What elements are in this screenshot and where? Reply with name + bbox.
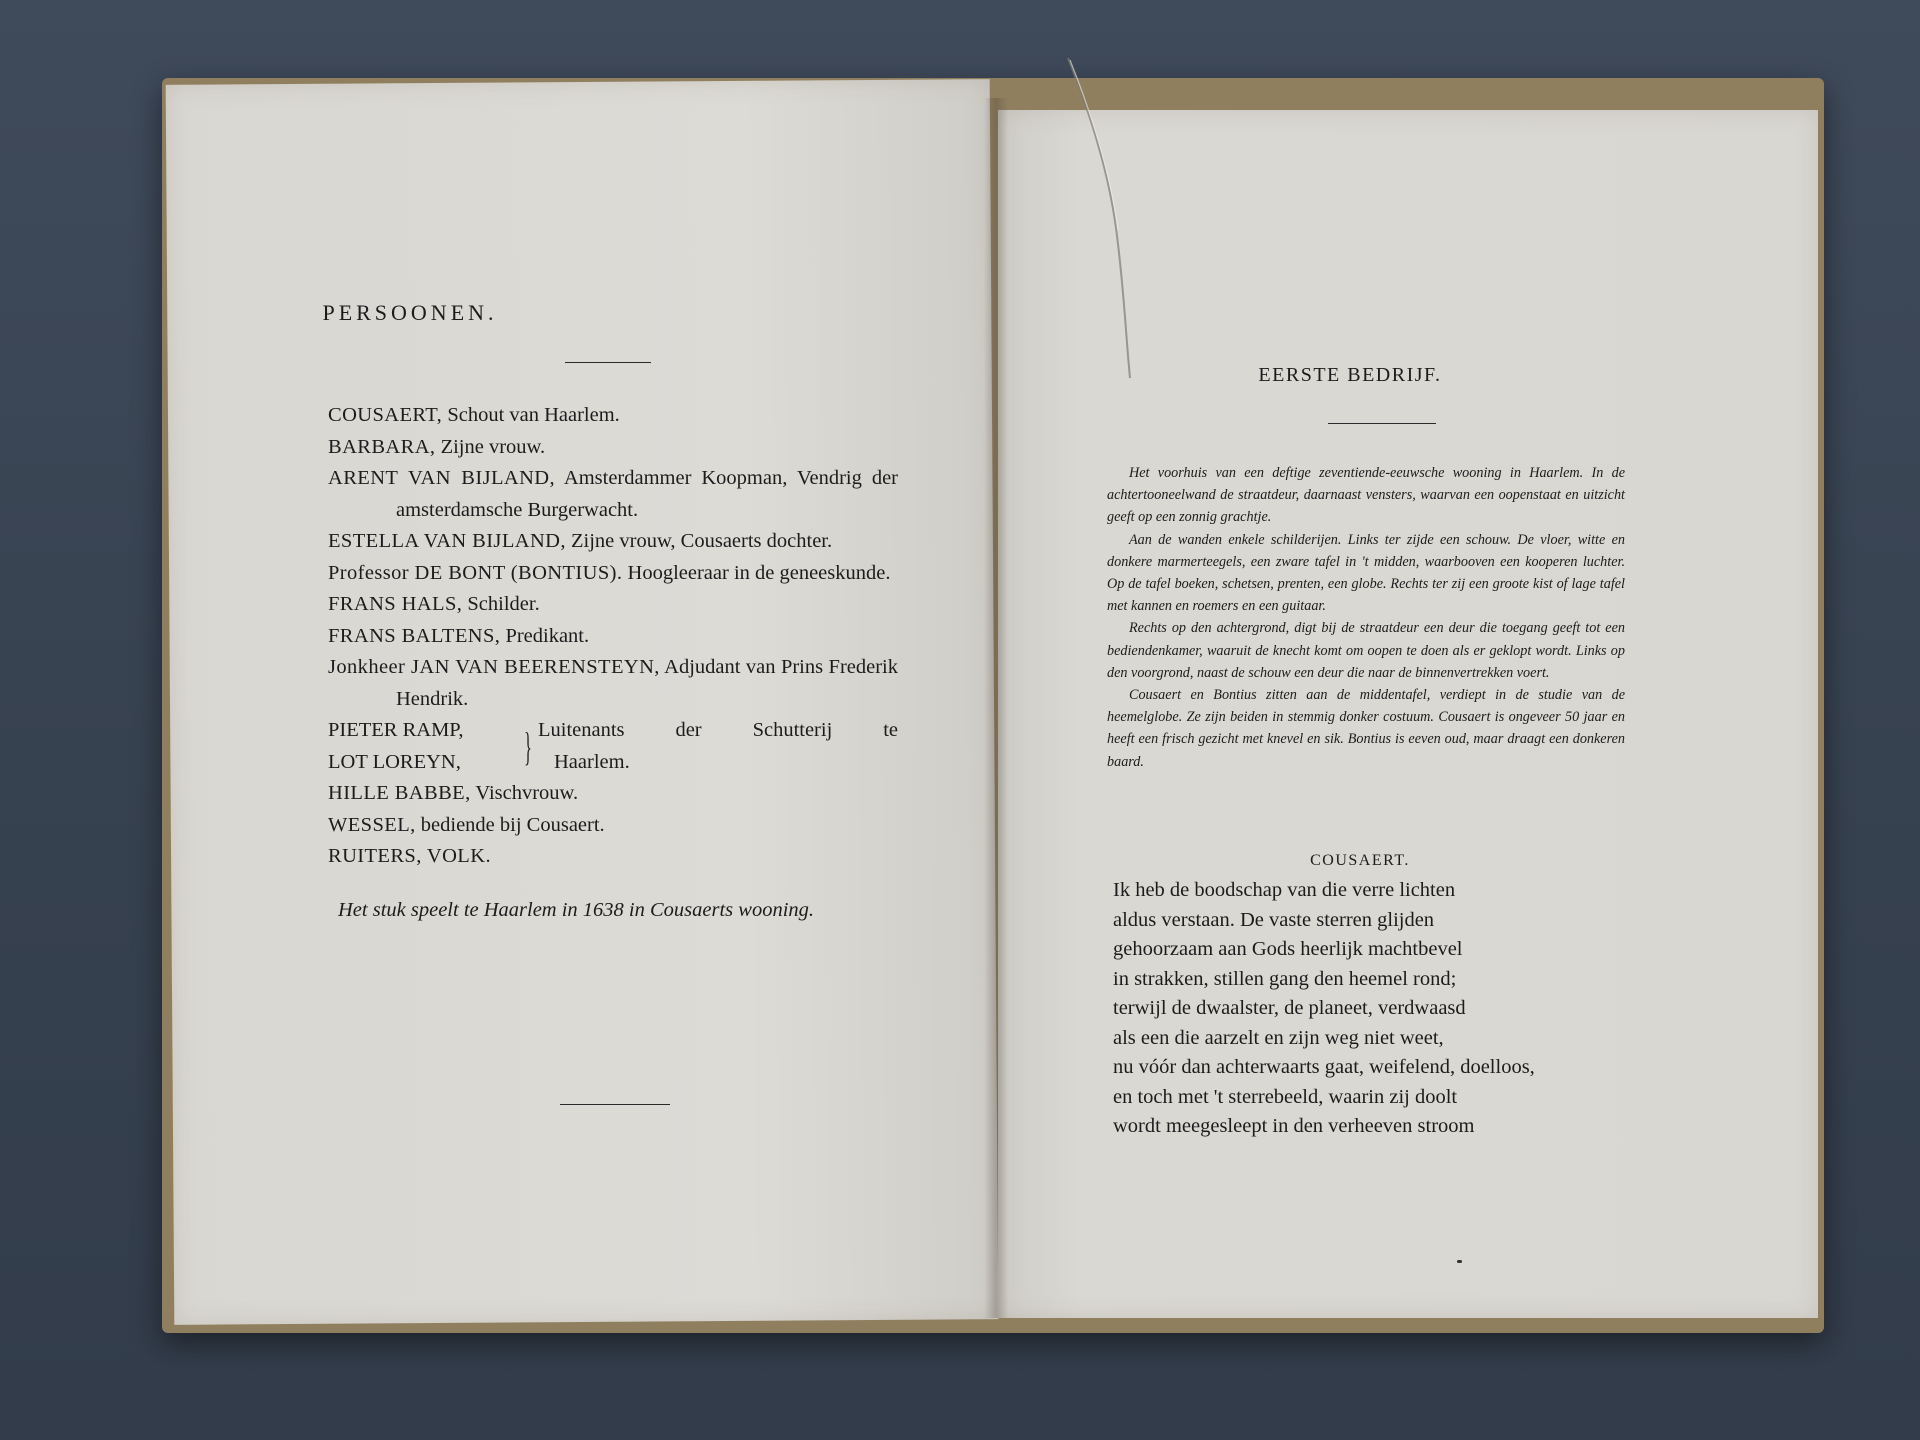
paper-crease (938, 48, 1138, 388)
cast-name: ESTELLA VAN BIJLAND, (328, 530, 566, 552)
verse-line: gehoorzaam aan Gods heerlijk machtbevel (1113, 938, 1463, 960)
cast-desc: Haarlem. (554, 750, 630, 773)
cast-desc: Predikant. (505, 624, 590, 647)
stage-directions (1107, 462, 1625, 773)
cast-entry (328, 810, 898, 842)
verse-line: als een die aarzelt en zijn weg niet weet, (1113, 1026, 1444, 1049)
cast-entry (328, 463, 898, 526)
cast-desc: Zijne vrouw, Cousaerts dochter. (571, 530, 833, 552)
cast-entry (328, 400, 898, 432)
cast-entry (328, 589, 898, 621)
cast-group-desc (538, 715, 898, 778)
cast-desc: Schout van Haarlem. (447, 404, 620, 426)
cast-entry (328, 778, 898, 810)
cast-name: FRANS HALS, (328, 593, 463, 615)
cast-desc: Adjudant van Prins Frederik Hendrik. (396, 656, 898, 710)
stage-paragraph: Rechts op den achtergrond, digt bij de straatdeur een deur die toegang geeft tot een bediendenkamer, waaruit de knecht komt om oopen te doen als er geklopt wordt. Links op den voorgrond, naast de schouw een deur die naar de binnenvertrekken voert. (1107, 620, 1625, 681)
cast-desc: Zijne vrouw. (440, 435, 546, 458)
act-title: EERSTE BEDRIJF. (1258, 364, 1442, 386)
cast-entry (328, 621, 898, 653)
cast-entry (328, 841, 898, 873)
verse-line: Ik heb de boodschap van die verre lichten (1113, 879, 1456, 901)
cast-name: BARBARA, (328, 435, 436, 458)
cast-name: COUSAERT, (328, 404, 443, 426)
cast-desc: Vischvrouw. (475, 782, 579, 804)
cast-name: LOT LOREYN, (328, 750, 461, 773)
stage-paragraph: Het voorhuis van een deftige zeventiende-eeuwsche wooning in Haarlem. In de achtertooneelwand de straatdeur, daarnaast vensters, waarvan een oopenstaat en uitzicht geeft op een zonnig grachtje. (1107, 465, 1625, 526)
act-title-rule (1328, 423, 1436, 424)
cast-desc: Luitenants der Schutterij te (538, 719, 898, 741)
cast-entry (328, 652, 898, 715)
stage-paragraph: Aan de wanden enkele schilderijen. Links ter zijde een schouw. De vloer, witte en donkere marmerteegels, een zware tafel in 't midden, waarbooven een kooperen luchter. Op de tafel boeken, schetsen, prenten, een globe. Rechts ter zij een groote kist of lage tafel met kannen en roemers en een guitaar. (1107, 531, 1625, 615)
persons-heading-rule (565, 362, 651, 363)
brace-glyph: } (524, 723, 532, 769)
cast-entry (328, 432, 898, 464)
cast-name: Professor DE BONT (BONTIUS). (328, 561, 623, 584)
cast-name: RUITERS, VOLK. (328, 845, 491, 867)
left-page-end-rule (560, 1104, 670, 1105)
speaker-name: COUSAERT. (1310, 852, 1410, 869)
cast-entry (328, 558, 898, 590)
cast-desc: Schilder. (467, 593, 540, 615)
verse-line: terwijl de dwaalster, de planeet, verdwaasd (1113, 997, 1466, 1019)
signature-mark (1457, 1260, 1462, 1263)
setting-note: Het stuk speelt te Haarlem in 1638 in Cousaerts wooning. (338, 898, 815, 921)
stage-paragraph: Cousaert en Bontius zitten aan de middentafel, verdiept in de studie van de heemelglobe. Ze zijn beiden in stemmig donker costuum. Cousaert is ongeveer 50 jaar en heeft een frisch gezicht met knevel en sik. Bontius is eeven oud, maar draagt een donkeren baard. (1107, 687, 1625, 770)
verse-line: aldus verstaan. De vaste sterren glijden (1113, 908, 1435, 931)
cast-name: HILLE BABBE, (328, 782, 471, 804)
cast-group (328, 715, 898, 778)
cast-entry (328, 526, 898, 558)
cast-name: ARENT VAN BIJLAND, (328, 467, 556, 489)
verse-line: en toch met 't sterrebeeld, waarin zij doolt (1113, 1085, 1458, 1108)
verse-block (1113, 876, 1633, 1142)
verse-line: wordt meegesleept in den verheeven stroom (1113, 1115, 1475, 1137)
cast-list (328, 400, 898, 925)
verse-line: nu vóór dan achterwaarts gaat, weifelend, doelloos, (1113, 1056, 1535, 1078)
cast-name: Jonkheer JAN VAN BEERENSTEYN, (328, 656, 660, 678)
cast-desc: Amsterdammer Koopman, Vendrig der amsterdamsche Burgerwacht. (396, 467, 898, 521)
verse-line: in strakken, stillen gang den heemel rond; (1113, 967, 1457, 990)
cast-group-names (328, 715, 518, 778)
cast-name: FRANS BALTENS, (328, 624, 501, 647)
cast-name: PIETER RAMP, (328, 719, 464, 741)
cast-name: WESSEL, (328, 813, 416, 836)
cast-desc: Hoogleeraar in de geneeskunde. (627, 561, 891, 584)
cast-desc: bediende bij Cousaert. (420, 813, 605, 836)
persons-heading: PERSOONEN. (322, 300, 498, 325)
